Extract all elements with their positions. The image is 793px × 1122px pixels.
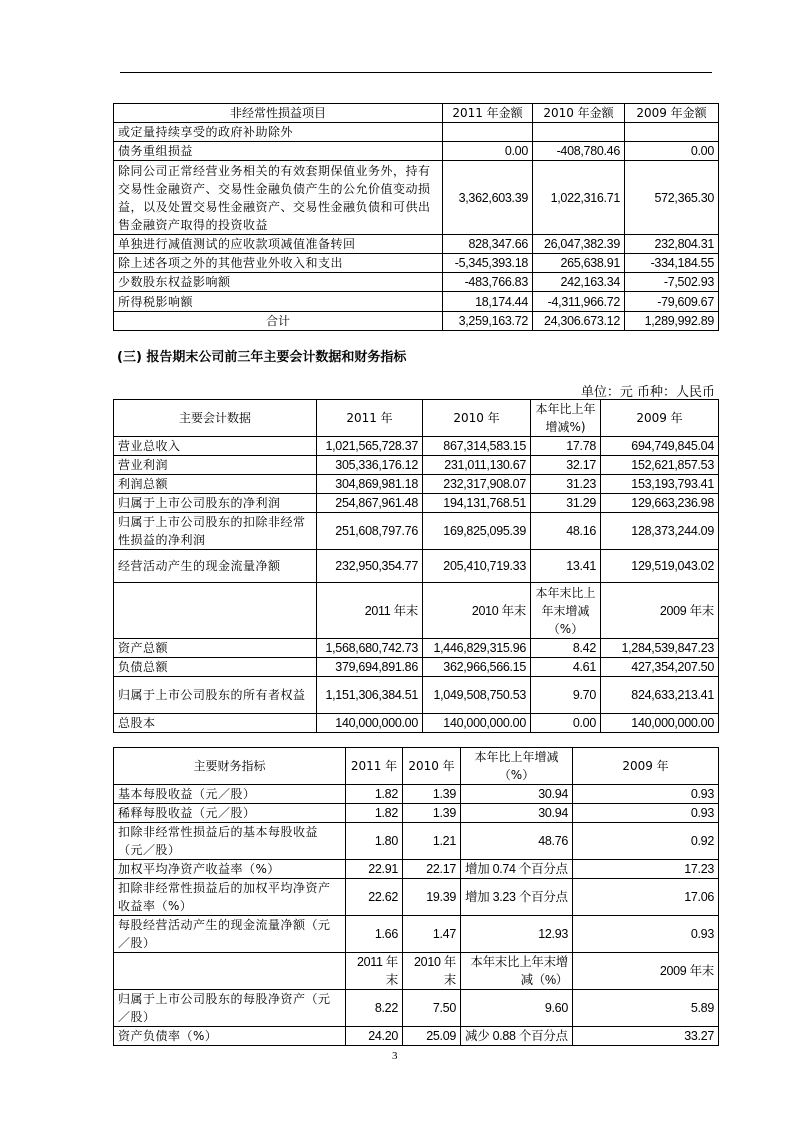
- cell-value: 0.93: [573, 916, 719, 953]
- cell-value: 48.16: [531, 513, 601, 550]
- row-label: 营业利润: [114, 456, 317, 475]
- cell-value: -4,311,966.72: [533, 292, 625, 312]
- table-row: [114, 161, 719, 235]
- row-label: 所得税影响额: [114, 292, 443, 312]
- subheader-row: [114, 953, 719, 990]
- cell-value: -79,609.67: [625, 292, 719, 312]
- table-row: [114, 292, 719, 312]
- cell-value: 242,163.34: [533, 273, 625, 292]
- table-row: [114, 273, 719, 292]
- table-row: [114, 639, 719, 658]
- cell-value: 22.62: [346, 879, 403, 916]
- cell-value: 31.29: [531, 494, 601, 513]
- table-row: [114, 879, 719, 916]
- column-header: 主要财务指标: [114, 748, 346, 785]
- column-header: 本年比上年增减%): [531, 400, 601, 437]
- cell-value: 0.00: [531, 714, 601, 733]
- cell-value: 140,000,000.00: [423, 714, 531, 733]
- cell-value: -5,345,393.18: [443, 254, 533, 273]
- cell-value: 增加 3.23 个百分点: [461, 879, 573, 916]
- cell-value: 152,621,857.53: [601, 456, 719, 475]
- cell-value: -483,766.83: [443, 273, 533, 292]
- cell-value: 304,869,981.18: [317, 475, 423, 494]
- column-header: 2010 年: [403, 748, 461, 785]
- row-label: 归属于上市公司股东的所有者权益: [114, 677, 317, 714]
- cell-value: 4.61: [531, 658, 601, 677]
- header-row: [114, 104, 719, 123]
- column-header: 2010 年: [423, 400, 531, 437]
- column-header: 2010 年末: [403, 953, 461, 990]
- cell-value: 22.17: [403, 860, 461, 879]
- row-label: 债务重组损益: [114, 142, 443, 161]
- cell-value: 0.93: [573, 785, 719, 804]
- table-row: [114, 254, 719, 273]
- column-header: 本年末比上年末增减（%）: [531, 583, 601, 639]
- table-row: [114, 804, 719, 823]
- header-row: [114, 400, 719, 437]
- cell-value: 427,354,207.50: [601, 658, 719, 677]
- cell-value: 362,966,566.15: [423, 658, 531, 677]
- non-recurring-items-table: [113, 103, 719, 331]
- cell-value: 26,047,382.39: [533, 235, 625, 254]
- row-label: 利润总额: [114, 475, 317, 494]
- column-header: 2009 年末: [573, 953, 719, 990]
- cell-value: 1,021,565,728.37: [317, 437, 423, 456]
- cell-value: 1,022,316.71: [533, 161, 625, 235]
- row-label: 除同公司正常经营业务相关的有效套期保值业务外，持有交易性金融资产、交易性金融负债产生的公允价值变动损益，以及处置交易性金融资产、交易性金融负债和可供出售金融资产取得的投资收益: [114, 161, 443, 235]
- row-label: 负债总额: [114, 658, 317, 677]
- accounting-data-table: [113, 399, 719, 733]
- cell-value: 254,867,961.48: [317, 494, 423, 513]
- cell-value: 增加 0.74 个百分点: [461, 860, 573, 879]
- cell-value: [443, 123, 533, 142]
- row-label: 单独进行减值测试的应收款项减值准备转回: [114, 235, 443, 254]
- row-label: 每股经营活动产生的现金流量净额（元／股）: [114, 916, 346, 953]
- cell-value: 232,804.31: [625, 235, 719, 254]
- cell-value: 9.70: [531, 677, 601, 714]
- cell-value: 1.39: [403, 804, 461, 823]
- table-row: [114, 494, 719, 513]
- header-row: [114, 748, 719, 785]
- cell-value: 129,663,236.98: [601, 494, 719, 513]
- cell-value: -7,502.93: [625, 273, 719, 292]
- column-header: 非经常性损益项目: [114, 104, 443, 123]
- cell-value: 减少 0.88 个百分点: [461, 1027, 573, 1046]
- row-label: 扣除非经常性损益后的加权平均净资产收益率（%）: [114, 879, 346, 916]
- cell-value: 128,373,244.09: [601, 513, 719, 550]
- table-row: [114, 475, 719, 494]
- cell-value: 17.06: [573, 879, 719, 916]
- column-header: 2011 年金额: [443, 104, 533, 123]
- cell-value: 140,000,000.00: [317, 714, 423, 733]
- cell-value: 1,049,508,750.53: [423, 677, 531, 714]
- unit-label: 单位：元 币种：人民币: [580, 385, 715, 400]
- cell-value: 25.09: [403, 1027, 461, 1046]
- row-label: 归属于上市公司股东的每股净资产（元／股）: [114, 990, 346, 1027]
- row-label: 资产负债率（%）: [114, 1027, 346, 1046]
- cell-value: 1.82: [346, 804, 403, 823]
- column-header: [114, 953, 346, 990]
- cell-value: 24,306.673.12: [533, 312, 625, 331]
- table-row: [114, 990, 719, 1027]
- cell-value: 1.21: [403, 823, 461, 860]
- cell-value: 0.00: [443, 142, 533, 161]
- cell-value: 232,950,354.77: [317, 550, 423, 583]
- table-row: [114, 235, 719, 254]
- cell-value: 8.42: [531, 639, 601, 658]
- table-row: [114, 456, 719, 475]
- page-number: 3: [392, 1050, 398, 1062]
- row-label: 扣除非经常性损益后的基本每股收益（元／股）: [114, 823, 346, 860]
- cell-value: 32.17: [531, 456, 601, 475]
- cell-value: 1,568,680,742.73: [317, 639, 423, 658]
- row-label: 资产总额: [114, 639, 317, 658]
- cell-value: 8.22: [346, 990, 403, 1027]
- cell-value: 17.78: [531, 437, 601, 456]
- table-row: [114, 142, 719, 161]
- cell-value: 251,608,797.76: [317, 513, 423, 550]
- cell-value: 305,336,176.12: [317, 456, 423, 475]
- cell-value: [625, 123, 719, 142]
- cell-value: 13.41: [531, 550, 601, 583]
- table-row: [114, 677, 719, 714]
- cell-value: 0.92: [573, 823, 719, 860]
- row-label: 营业总收入: [114, 437, 317, 456]
- column-header: 本年比上年增减（%）: [461, 748, 573, 785]
- row-label: 归属于上市公司股东的净利润: [114, 494, 317, 513]
- cell-value: 140,000,000.00: [601, 714, 719, 733]
- table-row: [114, 550, 719, 583]
- column-header: 本年末比上年末增减（%）: [461, 953, 573, 990]
- column-header: [114, 583, 317, 639]
- cell-value: 18,174.44: [443, 292, 533, 312]
- cell-value: 867,314,583.15: [423, 437, 531, 456]
- column-header: 2011 年末: [317, 583, 423, 639]
- cell-value: 205,410,719.33: [423, 550, 531, 583]
- column-header: 2011 年: [317, 400, 423, 437]
- cell-value: [533, 123, 625, 142]
- cell-value: 30.94: [461, 804, 573, 823]
- table-row: [114, 658, 719, 677]
- cell-value: 24.20: [346, 1027, 403, 1046]
- section-title: (三) 报告期末公司前三年主要会计数据和财务指标: [117, 350, 407, 365]
- table-row: [114, 123, 719, 142]
- row-label: 总股本: [114, 714, 317, 733]
- cell-value: -334,184.55: [625, 254, 719, 273]
- cell-value: 3,259,163.72: [443, 312, 533, 331]
- cell-value: 1,446,829,315.96: [423, 639, 531, 658]
- cell-value: 7.50: [403, 990, 461, 1027]
- column-header: 2009 年: [573, 748, 719, 785]
- row-label: 除上述各项之外的其他营业外收入和支出: [114, 254, 443, 273]
- cell-value: 1,151,306,384.51: [317, 677, 423, 714]
- financial-indicators-table: [113, 747, 719, 1046]
- cell-value: 19.39: [403, 879, 461, 916]
- cell-value: 231,011,130.67: [423, 456, 531, 475]
- table-row: [114, 513, 719, 550]
- cell-value: 5.89: [573, 990, 719, 1027]
- row-label: 基本每股收益（元／股）: [114, 785, 346, 804]
- column-header: 2010 年金额: [533, 104, 625, 123]
- cell-value: 1.80: [346, 823, 403, 860]
- row-label: 经营活动产生的现金流量净额: [114, 550, 317, 583]
- row-label: 或定量持续享受的政府补助除外: [114, 123, 443, 142]
- column-header: 2009 年金额: [625, 104, 719, 123]
- cell-value: 572,365.30: [625, 161, 719, 235]
- table-row: [114, 860, 719, 879]
- row-label: 加权平均净资产收益率（%）: [114, 860, 346, 879]
- column-header: 2011 年: [346, 748, 403, 785]
- column-header: 2009 年: [601, 400, 719, 437]
- table-row: [114, 437, 719, 456]
- row-label: 合计: [114, 312, 443, 331]
- total-row: [114, 312, 719, 331]
- cell-value: 31.23: [531, 475, 601, 494]
- cell-value: 48.76: [461, 823, 573, 860]
- cell-value: 1,284,539,847.23: [601, 639, 719, 658]
- table-row: [114, 916, 719, 953]
- cell-value: 22.91: [346, 860, 403, 879]
- row-label: 少数股东权益影响额: [114, 273, 443, 292]
- subheader-row: [114, 583, 719, 639]
- row-label: 稀释每股收益（元／股）: [114, 804, 346, 823]
- column-header: 2011 年末: [346, 953, 403, 990]
- cell-value: 129,519,043.02: [601, 550, 719, 583]
- row-label: 归属于上市公司股东的扣除非经常性损益的净利润: [114, 513, 317, 550]
- cell-value: 694,749,845.04: [601, 437, 719, 456]
- table-row: [114, 714, 719, 733]
- cell-value: 232,317,908.07: [423, 475, 531, 494]
- column-header: 主要会计数据: [114, 400, 317, 437]
- cell-value: 379,694,891.86: [317, 658, 423, 677]
- cell-value: 194,131,768.51: [423, 494, 531, 513]
- cell-value: 1,289,992.89: [625, 312, 719, 331]
- cell-value: 153,193,793.41: [601, 475, 719, 494]
- cell-value: 169,825,095.39: [423, 513, 531, 550]
- header-rule: [120, 72, 712, 73]
- table-row: [114, 823, 719, 860]
- cell-value: 1.82: [346, 785, 403, 804]
- column-header: 2010 年末: [423, 583, 531, 639]
- cell-value: 824,633,213.41: [601, 677, 719, 714]
- table-row: [114, 1027, 719, 1046]
- cell-value: 30.94: [461, 785, 573, 804]
- table-row: [114, 785, 719, 804]
- cell-value: 17.23: [573, 860, 719, 879]
- cell-value: 828,347.66: [443, 235, 533, 254]
- cell-value: 3,362,603.39: [443, 161, 533, 235]
- cell-value: 33.27: [573, 1027, 719, 1046]
- cell-value: 1.47: [403, 916, 461, 953]
- cell-value: 265,638.91: [533, 254, 625, 273]
- cell-value: -408,780.46: [533, 142, 625, 161]
- cell-value: 0.93: [573, 804, 719, 823]
- column-header: 2009 年末: [601, 583, 719, 639]
- cell-value: 1.39: [403, 785, 461, 804]
- cell-value: 12.93: [461, 916, 573, 953]
- cell-value: 9.60: [461, 990, 573, 1027]
- cell-value: 1.66: [346, 916, 403, 953]
- cell-value: 0.00: [625, 142, 719, 161]
